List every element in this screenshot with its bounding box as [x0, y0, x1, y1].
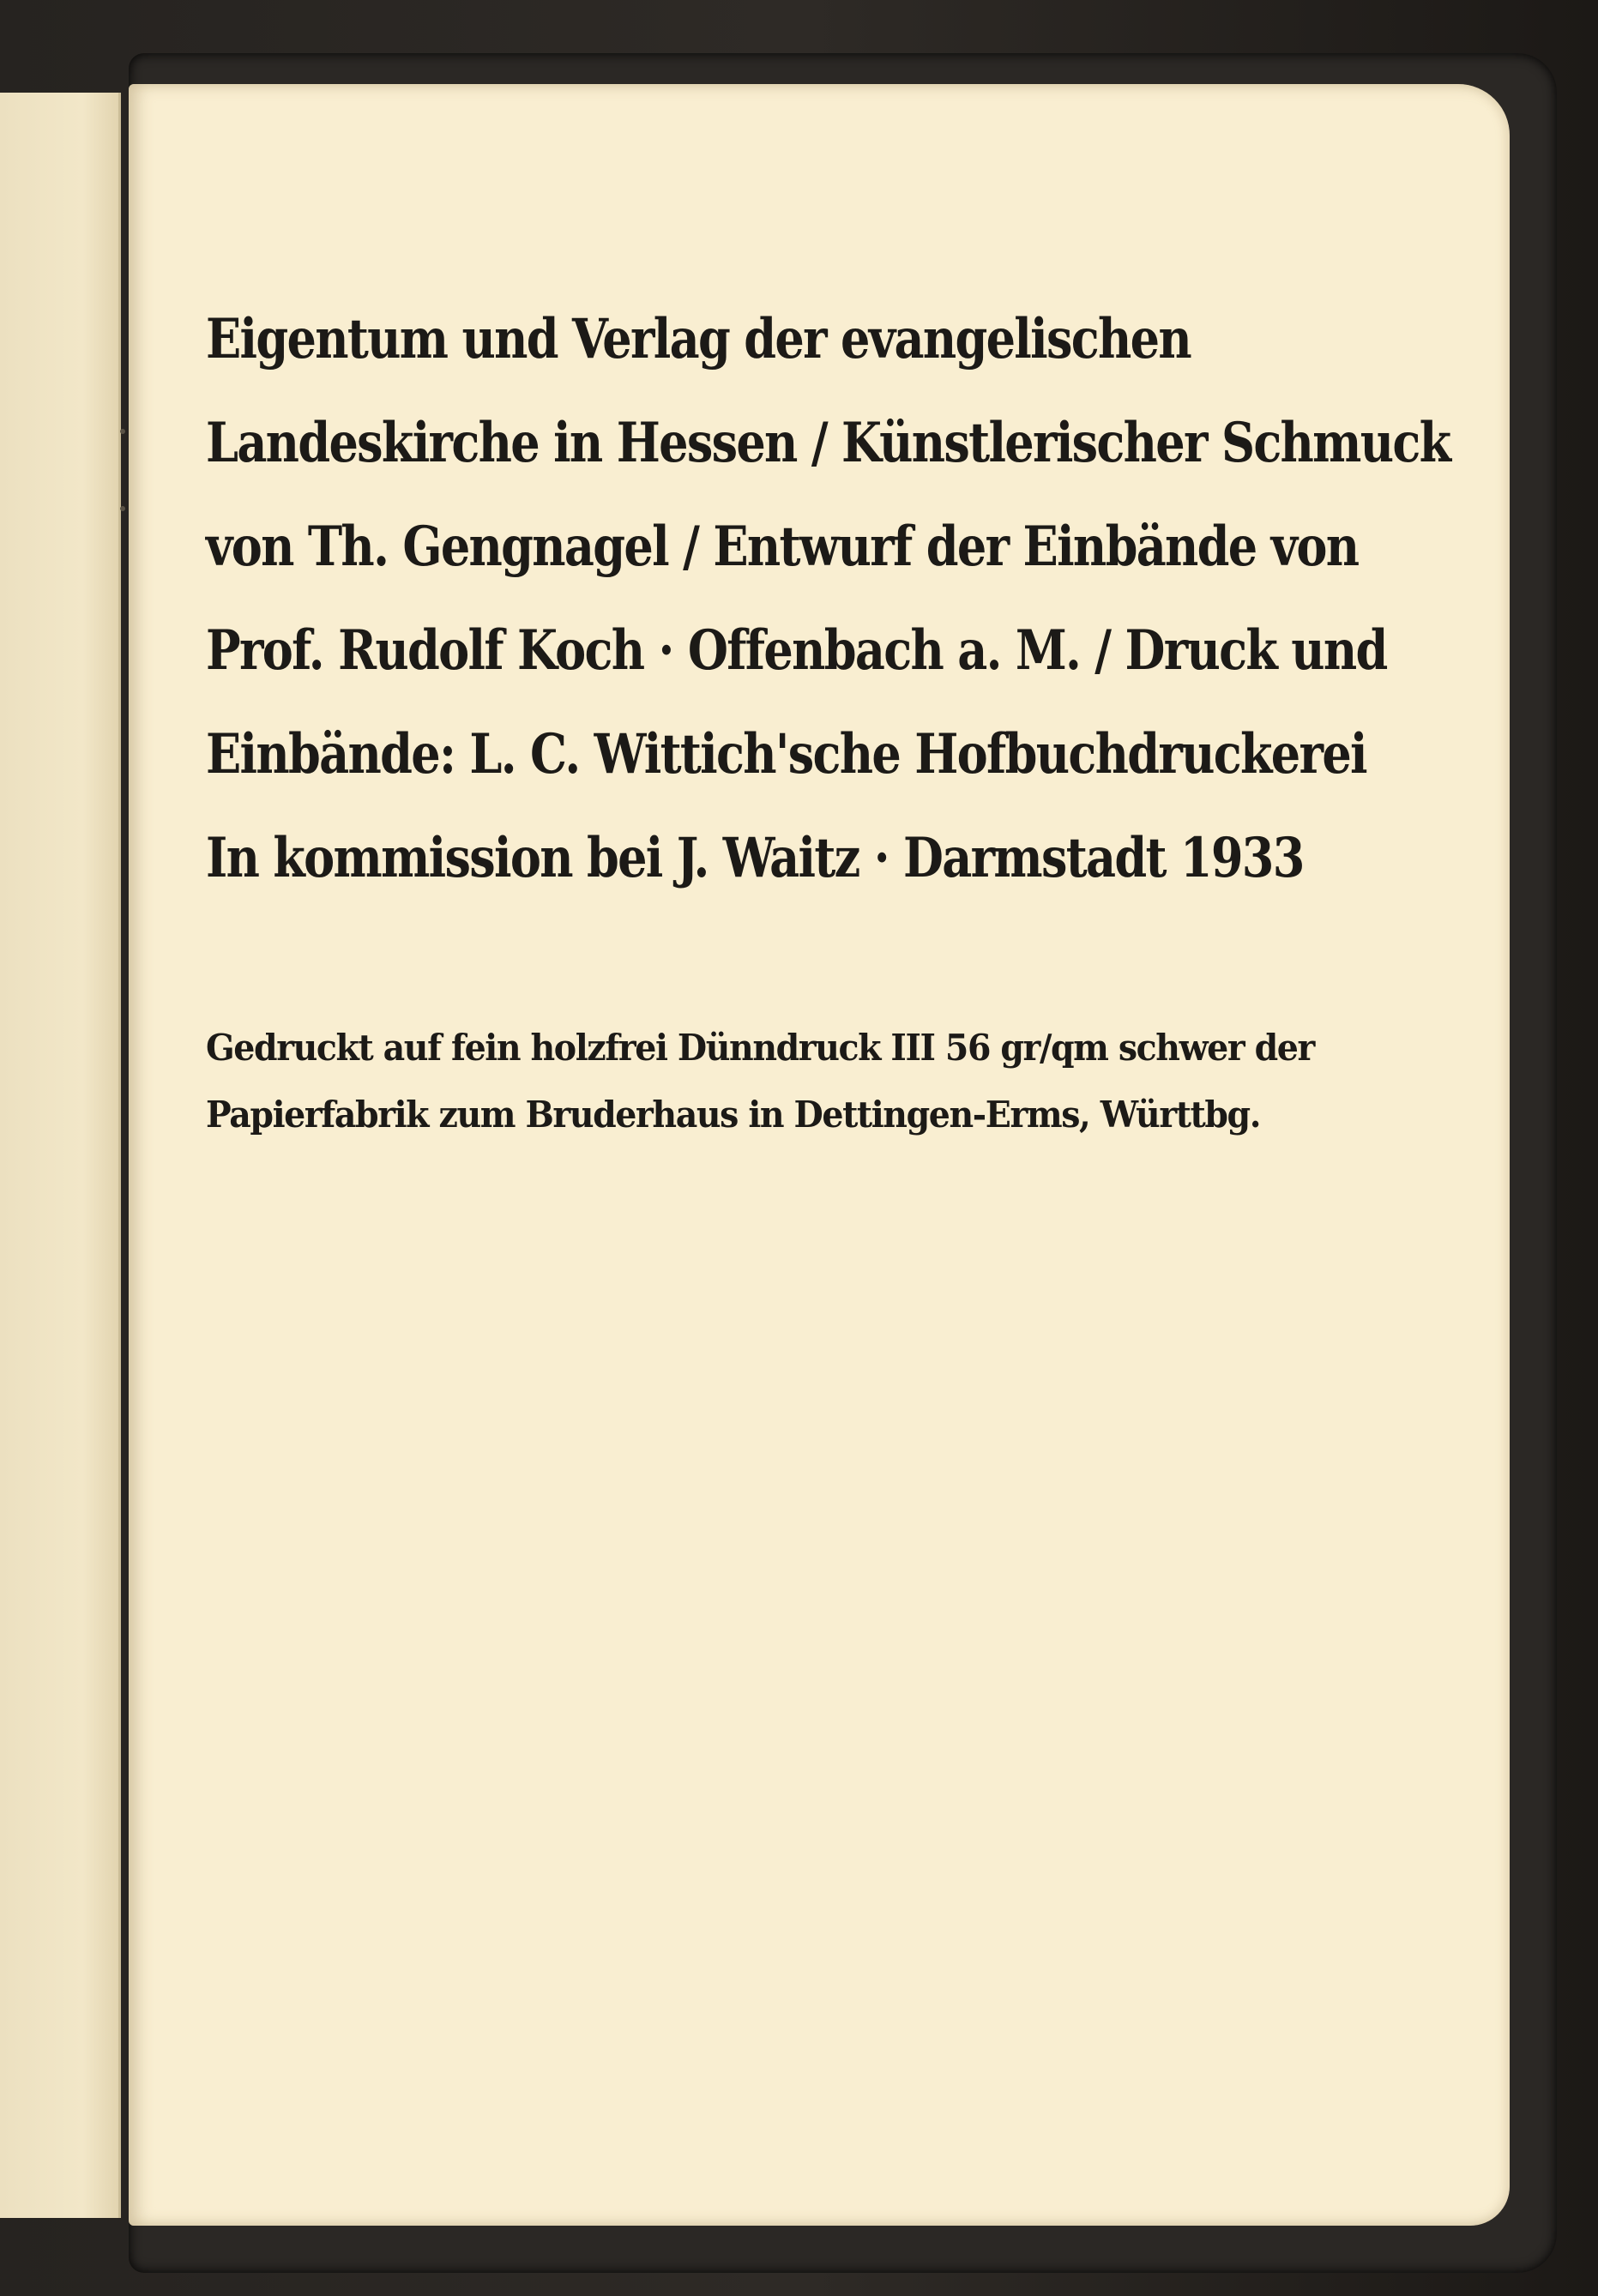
imprint-block — [206, 287, 1450, 910]
paper-note-block — [206, 1015, 1314, 1148]
paper-note-line: Gedruckt auf fein holzfrei Dünndruck III 56 gr/qm schwer der — [206, 1027, 1314, 1069]
imprint-line: Einbände: L. C. Wittich'sche Hofbuchdruckerei — [206, 722, 1366, 786]
gutter-dot — [120, 429, 125, 434]
imprint-line: Landeskirche in Hessen / Künstlerischer Schmuck — [206, 411, 1450, 475]
imprint-line: von Th. Gengnagel / Entwurf der Einbände von — [206, 515, 1359, 579]
imprint-line: In kommission bei J. Waitz · Darmstadt 1933 — [206, 826, 1304, 890]
previous-page-edge — [0, 93, 121, 2218]
gutter-dot — [120, 506, 125, 511]
paper-note-line: Papierfabrik zum Bruderhaus in Dettingen-Erms, Württbg. — [206, 1094, 1261, 1136]
imprint-line: Prof. Rudolf Koch · Offenbach a. M. / Druck und — [206, 618, 1387, 683]
imprint-line: Eigentum und Verlag der evangelischen — [206, 307, 1191, 371]
